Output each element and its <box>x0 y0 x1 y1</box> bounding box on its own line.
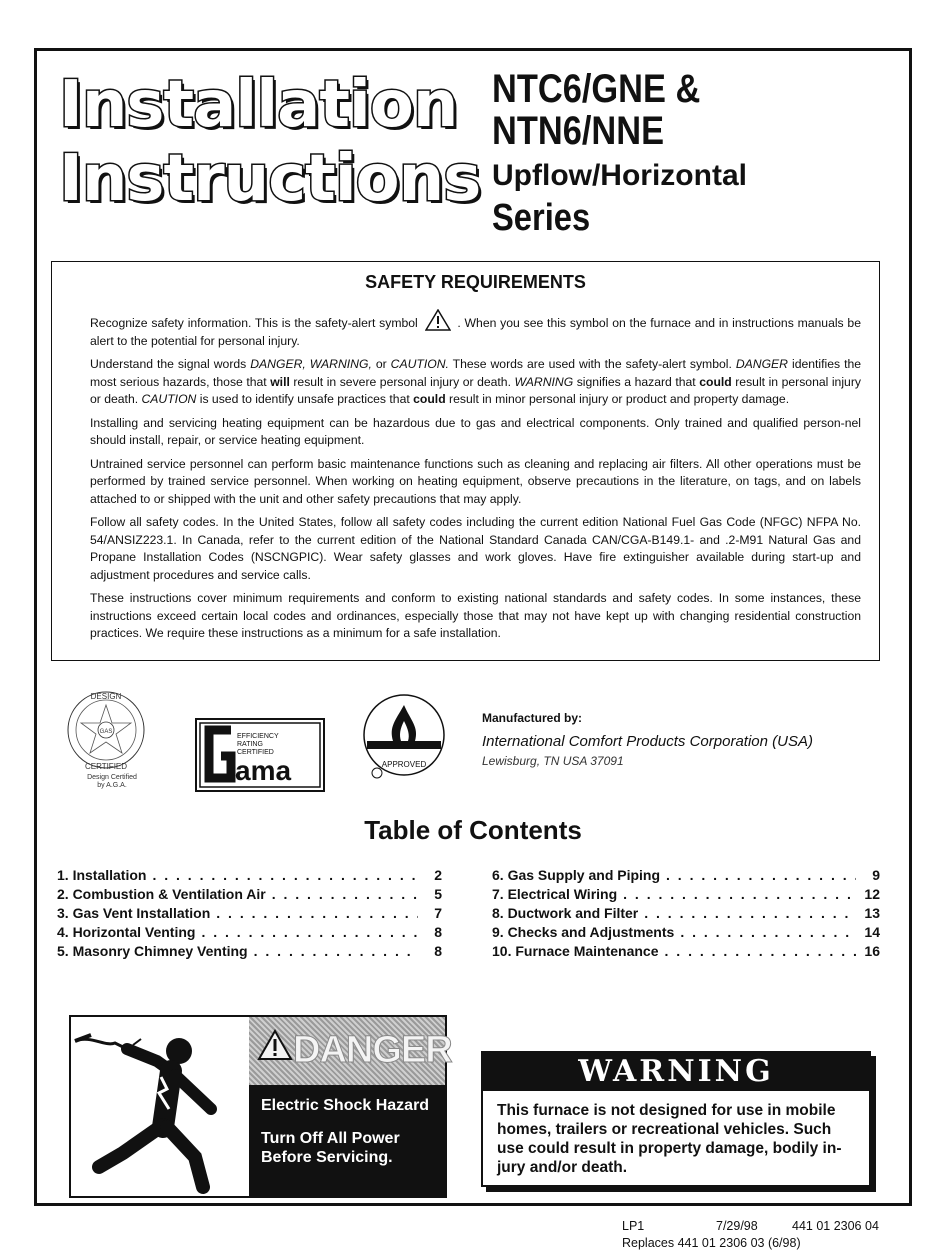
model-line-1: NTC6/GNE & <box>492 67 701 111</box>
svg-text:RATING: RATING <box>237 741 263 748</box>
electric-shock-person-icon <box>71 1017 249 1196</box>
model-line-3: Upflow/Horizontal <box>492 159 747 192</box>
danger-message-2: Turn Off All Power Before Servicing. <box>261 1130 400 1166</box>
safety-p1-end: . When you see this symbol on the furnace and in instructions manuals be alert to the potential for personal injury. <box>90 316 861 348</box>
model-line-4: Series <box>492 197 591 239</box>
safety-p1-start: Recognize safety information. This is the safety-alert symbol <box>90 316 418 330</box>
toc-entry[interactable]: 5. Masonry Chimney Venting . . . 8 <box>57 943 442 962</box>
safety-paragraph-1 <box>90 309 861 350</box>
aga-design-certified-logo <box>65 687 147 773</box>
manufactured-by-label: Manufactured by: <box>482 711 583 725</box>
toc-entry[interactable]: 3. Gas Vent Installation . . . 7 <box>57 905 442 924</box>
warning-text: This furnace is not designed for use in mobile homes, trailers or recreational vehicles. Such use could result in property damage, bodily in-jury and/or death. <box>497 1102 842 1176</box>
safety-heading: SAFETY REQUIREMENTS <box>365 272 586 292</box>
danger-message-1: Electric Shock Hazard <box>261 1097 430 1114</box>
warning-panel <box>481 1051 871 1187</box>
signal-word-warning: WARNING <box>514 374 574 389</box>
danger-banner <box>249 1017 452 1085</box>
signal-word-caution: CAUTION. <box>390 357 449 371</box>
svg-text:CERTIFIED: CERTIFIED <box>84 762 128 771</box>
emphasis-could-2: could <box>413 392 446 406</box>
toc-title: Table of Contents <box>364 815 582 845</box>
safety-paragraph-3: Installing and servicing heating equipment can be hazardous due to gas and electrical components. Only trained and qualified person-nel should install, repair, or service heating equipment. <box>90 415 861 447</box>
safety-requirements-box <box>51 261 880 661</box>
warning-banner-text: WARNING <box>578 1054 774 1089</box>
warning-banner <box>483 1053 869 1091</box>
gama-efficiency-logo <box>195 718 325 792</box>
toc-entry[interactable]: 1. Installation . . . 2 <box>57 867 442 886</box>
emphasis-will: will <box>270 374 290 389</box>
svg-text:DESIGN: DESIGN <box>90 692 122 701</box>
toc-entry[interactable]: 6. Gas Supply and Piping . . . 9 <box>492 867 880 886</box>
toc-entry[interactable]: 4. Horizontal Venting . . . 8 <box>57 924 442 943</box>
manufacturer-info <box>482 711 813 768</box>
footer-code: LP1 <box>622 1219 645 1233</box>
title-installation: Installation <box>59 68 458 142</box>
footer <box>622 1218 879 1252</box>
emphasis-could-1: could <box>699 374 732 389</box>
danger-panel <box>69 1015 452 1198</box>
page-frame <box>34 48 912 1206</box>
toc-entry[interactable]: 10. Furnace Maintenance . . . 16 <box>492 943 880 962</box>
toc-entry[interactable]: 7. Electrical Wiring . . . 12 <box>492 886 880 905</box>
svg-text:CERTIFIED: CERTIFIED <box>237 749 274 756</box>
svg-text:GAS: GAS <box>99 729 113 735</box>
manufacturer-address: Lewisburg, TN USA 37091 <box>482 754 624 768</box>
toc-right-column <box>492 867 880 962</box>
svg-text:EFFICIENCY: EFFICIENCY <box>237 733 279 740</box>
toc-entry[interactable]: 9. Checks and Adjustments . . . 14 <box>492 924 880 943</box>
signal-word-danger: DANGER <box>735 357 788 371</box>
toc-left-column <box>57 867 442 962</box>
danger-side-panel <box>249 1017 452 1196</box>
toc-entry[interactable]: 8. Ductwork and Filter . . . 13 <box>492 905 880 924</box>
manufacturer-company: International Comfort Products Corporation (USA) <box>482 733 813 750</box>
danger-alert-icon <box>257 1029 293 1061</box>
aga-caption: Design Certified by A.G.A. <box>87 774 137 789</box>
svg-text:APPROVED: APPROVED <box>381 760 427 769</box>
signal-words: DANGER, WARNING, <box>250 357 372 371</box>
footer-date: 7/29/98 <box>716 1219 758 1233</box>
footer-part-number: 441 01 2306 04 <box>792 1219 879 1233</box>
svg-text:ama: ama <box>235 755 292 786</box>
safety-paragraph-6: These instructions cover minimum requirements and conform to existing national standards and safety codes. In some instances, these instructions exceed certain local codes and ordinances, especially those that may not have kept up with changing residential construction practices. We require these instructions as a minimum for a safe installation. <box>90 591 861 640</box>
safety-paragraph-2: Understand the signal words DANGER, WARNING, or CAUTION. These words are used with the safety-alert symbol. DANGER identifies the most serious hazards, those that will result in severe personal injury or death. WARNING signifies a hazard that could result in personal injury or death. CAUTION is used to identify unsafe practices that could result in minor personal injury or product and property damage. <box>90 357 862 406</box>
safety-paragraph-5: Follow all safety codes. In the United States, follow all safety codes including the current edition National Fuel Gas Code (NFGC) NFPA No. 54/ANSIZ223.1. In Canada, refer to the current edition of the National Standard Canada CAN/CGA-B149.1- and .2-M91 Natural Gas and Propane Installation Codes (NSCNGPIC). Wear safety glasses and work gloves. Have fire extinguisher available during start-up and adjustment procedures and service calls. <box>90 515 861 582</box>
model-line-2: NTN6/NNE <box>492 109 665 153</box>
danger-banner-text: DANGER <box>293 1029 452 1071</box>
signal-word-caution-2: CAUTION <box>141 392 197 406</box>
safety-paragraph-4: Untrained service personnel can perform basic maintenance functions such as cleaning and replacing air filters. All other operations must be performed by trained service personnel. When working on heating equipment, observe precautions in the literature, on tags, and on labels attached to or shipped with the unit and other safety precautions that may apply. <box>90 456 861 506</box>
footer-replaces: Replaces 441 01 2306 03 (6/98) <box>622 1236 801 1250</box>
approved-flame-logo <box>359 691 449 783</box>
title-instructions: Instructions <box>59 142 481 216</box>
toc-entry[interactable]: 2. Combustion & Ventilation Air . . . 5 <box>57 886 442 905</box>
safety-alert-icon <box>425 309 451 331</box>
